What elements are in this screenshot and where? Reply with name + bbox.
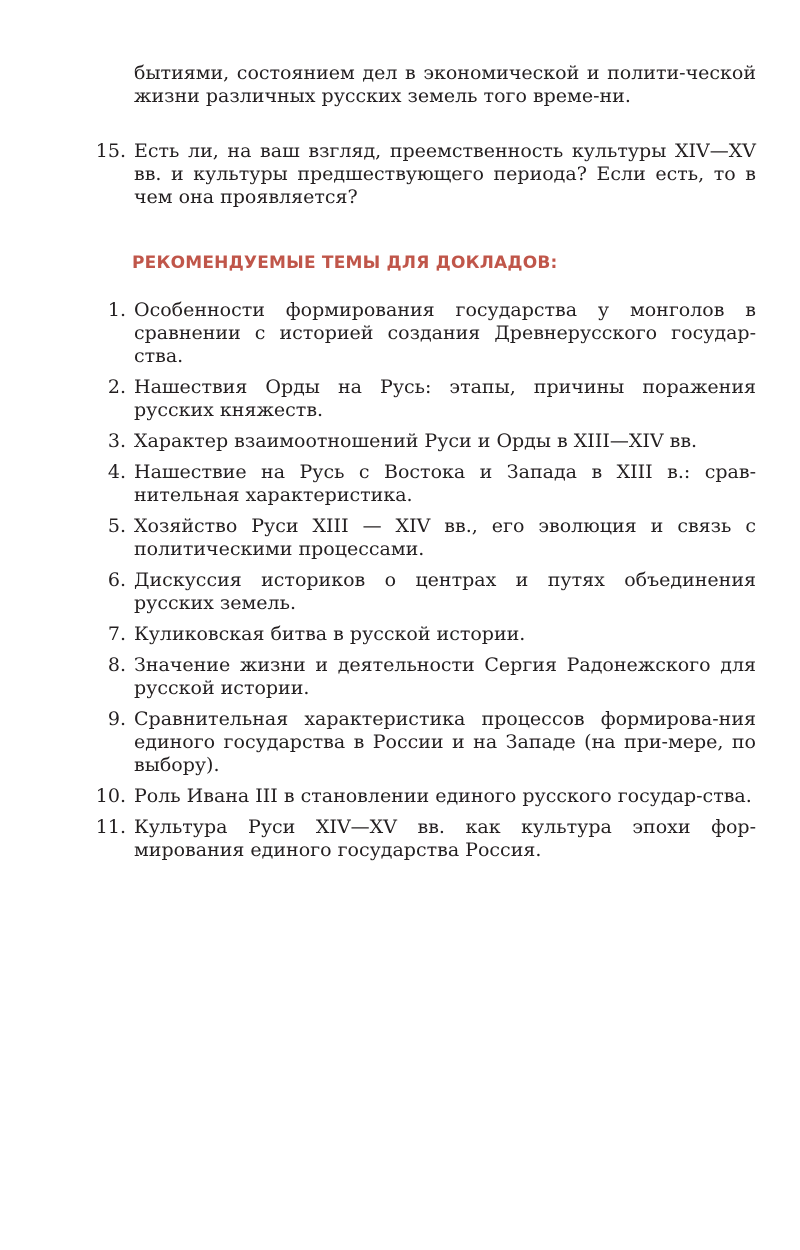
topic-text: Культура Руси XIV—XV вв. как культура эпохи фор-мирования единого государства Россия. — [134, 816, 756, 861]
question-number: 15. — [95, 140, 126, 162]
topic-item — [86, 299, 756, 368]
topic-item — [86, 623, 756, 646]
question-text: Есть ли, на ваш взгляд, преемственность культуры XIV—XV вв. и культуры предшествующего периода? Если есть, то в чем она проявляется? — [134, 140, 756, 208]
topic-text: Нашествие на Русь с Востока и Запада в XIII в.: срав-нительная характеристика. — [134, 461, 756, 506]
topic-item — [86, 515, 756, 561]
topic-text: Значение жизни и деятельности Сергия Радонежского для русской истории. — [134, 654, 756, 699]
topic-item — [86, 708, 756, 777]
section-heading: РЕКОМЕНДУЕМЫЕ ТЕМЫ ДЛЯ ДОКЛАДОВ: — [132, 253, 558, 273]
topic-number: 11. — [95, 816, 126, 838]
topic-item — [86, 785, 756, 808]
topic-number: 9. — [107, 708, 126, 730]
report-topics-list — [86, 299, 756, 870]
question-item — [86, 140, 756, 209]
topic-number: 5. — [107, 515, 126, 537]
topic-item — [86, 816, 756, 862]
topic-number: 3. — [107, 430, 126, 452]
topic-item — [86, 654, 756, 700]
topic-number: 4. — [107, 461, 126, 483]
topic-item — [86, 430, 756, 453]
topic-number: 2. — [107, 376, 126, 398]
topic-text: Нашествия Орды на Русь: этапы, причины поражения русских княжеств. — [134, 376, 756, 421]
previous-question-continuation — [134, 62, 756, 108]
topic-number: 8. — [107, 654, 126, 676]
topic-text: Сравнительная характеристика процессов формирова-ния единого государства в России и на Западе (на при-мере, по выбору). — [134, 708, 756, 776]
topic-text: Дискуссия историков о центрах и путях объединения русских земель. — [134, 569, 756, 614]
topic-number: 10. — [95, 785, 126, 807]
topic-text: Особенности формирования государства у монголов в сравнении с историей создания Древнерусского государ-ства. — [134, 299, 756, 367]
topic-text: Роль Ивана III в становлении единого русского государ-ства. — [134, 785, 752, 807]
topic-text: Характер взаимоотношений Руси и Орды в XIII—XIV вв. — [134, 430, 698, 452]
topic-number: 1. — [107, 299, 126, 321]
topic-item — [86, 376, 756, 422]
topic-item — [86, 461, 756, 507]
continuation-text: бытиями, состоянием дел в экономической и полити-ческой жизни различных русских земель того време-ни. — [134, 62, 756, 107]
topic-number: 7. — [107, 623, 126, 645]
topic-text: Куликовская битва в русской истории. — [134, 623, 526, 645]
topic-item — [86, 569, 756, 615]
question-15 — [86, 140, 756, 209]
topic-number: 6. — [107, 569, 126, 591]
topic-text: Хозяйство Руси XIII — XIV вв., его эволюция и связь с политическими процессами. — [134, 515, 756, 560]
